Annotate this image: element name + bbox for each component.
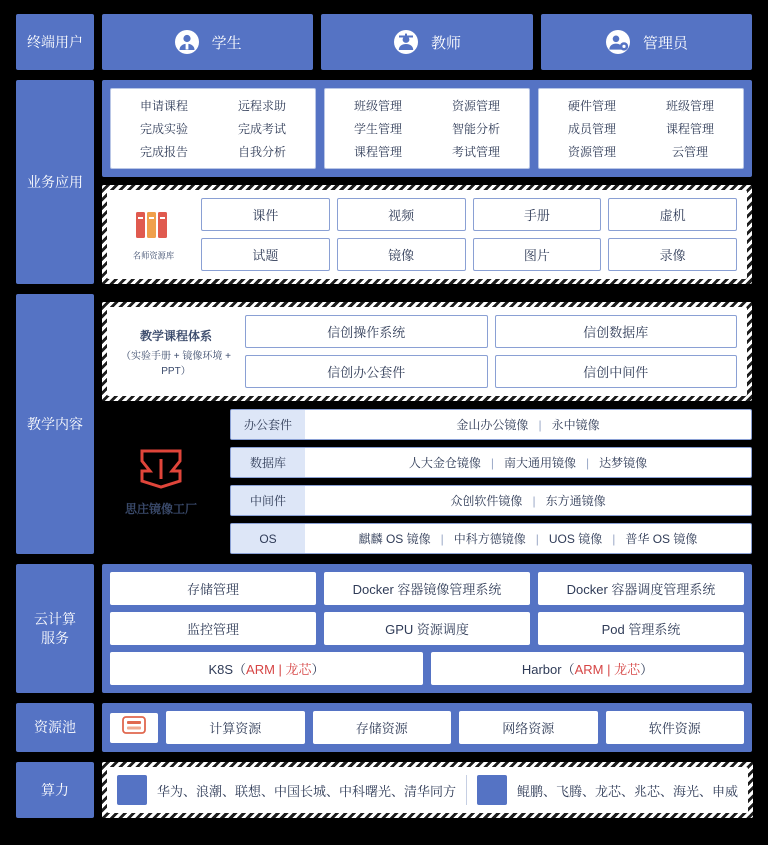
band-label-resource-pool: 资源池 (16, 703, 94, 752)
resource-pool-item[interactable]: 存储资源 (313, 711, 452, 744)
biz-item[interactable]: 云管理 (671, 145, 708, 159)
resource-pool-row (102, 703, 752, 752)
business-app-card-student (110, 88, 316, 169)
courseware-subtitle: （实验手册 + 镜像环境 + PPT） (120, 350, 231, 377)
biz-item[interactable]: 申请课程 (139, 99, 188, 113)
factory-value[interactable]: 普华 OS 镜像 (625, 532, 698, 546)
value-separator: | (532, 493, 536, 508)
biz-item[interactable]: 班级管理 (665, 99, 714, 113)
factory-row-key: OS (231, 524, 305, 553)
biz-item[interactable]: 课程管理 (665, 122, 714, 136)
biz-item[interactable]: 完成实验 (139, 122, 188, 136)
factory-row (230, 523, 752, 554)
cloud-cell-harbor[interactable] (431, 652, 744, 685)
biz-item[interactable]: 班级管理 (353, 99, 402, 113)
cloud-cell[interactable]: 存储管理 (110, 572, 316, 605)
resource-chip[interactable]: 手册 (473, 198, 602, 231)
cloud-services-grid (102, 564, 752, 693)
band-label-teaching-content: 教学内容 (16, 294, 94, 554)
band-resource-pool (16, 703, 752, 752)
courseware-chip[interactable]: 信创中间件 (495, 355, 738, 388)
resource-chip[interactable]: 图片 (473, 238, 602, 271)
resource-library-chips (201, 198, 737, 271)
divider (466, 775, 467, 805)
factory-row-values (305, 486, 751, 515)
band-compute-power (16, 762, 752, 818)
factory-row (230, 409, 752, 440)
biz-item[interactable]: 考试管理 (451, 145, 500, 159)
resource-chip[interactable]: 课件 (201, 198, 330, 231)
factory-value[interactable]: 达梦镜像 (599, 456, 648, 470)
value-separator: | (440, 531, 444, 546)
factory-row-values (305, 448, 751, 477)
band-label-cloud-services (16, 564, 94, 693)
courseware-title: 教学课程体系 (139, 328, 212, 343)
chip-icon (117, 775, 147, 805)
business-app-card-admin (538, 88, 744, 169)
band-label-end-users: 终端用户 (16, 14, 94, 70)
cloud-cell[interactable]: 监控管理 (110, 612, 316, 645)
band-label-cloud-line1: 云计算 (34, 611, 76, 628)
resource-chip[interactable]: 虚机 (608, 198, 737, 231)
factory-value[interactable]: 众创软件镜像 (450, 494, 523, 508)
cloud-row-platform (110, 652, 744, 685)
courseware-chip[interactable]: 信创办公套件 (245, 355, 488, 388)
cloud-cell[interactable]: GPU 资源调度 (324, 612, 530, 645)
biz-item[interactable]: 完成考试 (237, 122, 286, 136)
resource-chip[interactable]: 镜像 (337, 238, 466, 271)
cloud-cell[interactable]: Docker 容器调度管理系统 (538, 572, 744, 605)
business-app-card-teacher (324, 88, 530, 169)
resource-pool-item[interactable]: 计算资源 (166, 711, 305, 744)
factory-value[interactable]: 中科方德镜像 (453, 532, 526, 546)
biz-item[interactable]: 硬件管理 (567, 99, 616, 113)
factory-row-values (305, 410, 751, 439)
compute-power-strip (102, 762, 753, 818)
user-card-teacher[interactable] (321, 14, 532, 70)
chip-icon (477, 775, 507, 805)
factory-value[interactable]: 南大通用镜像 (503, 456, 576, 470)
resource-chip[interactable]: 试题 (201, 238, 330, 271)
compute-vendors-cpu: 鲲鹏、飞腾、龙芯、兆芯、海光、申威 (517, 783, 739, 799)
courseware-chip[interactable]: 信创操作系统 (245, 315, 488, 348)
factory-value[interactable]: 东方通镜像 (545, 494, 606, 508)
books-icon (132, 208, 176, 247)
user-card-student-label: 学生 (211, 34, 242, 52)
band-label-compute-power: 算力 (16, 762, 94, 818)
biz-item[interactable]: 智能分析 (451, 122, 500, 136)
harbor-accent: ARM | 龙芯 (574, 662, 641, 677)
resource-chip[interactable]: 录像 (608, 238, 737, 271)
courseware-strip (102, 302, 752, 401)
resource-pool-item[interactable]: 网络资源 (459, 711, 598, 744)
factory-row (230, 447, 752, 478)
biz-item[interactable]: 完成报告 (139, 145, 188, 159)
cloud-row (110, 572, 744, 605)
user-card-admin-label: 管理员 (642, 34, 688, 52)
value-separator: | (586, 455, 590, 470)
compute-vendors-domestic: 华为、浪潮、联想、中国长城、中科曙光、清华同方 (157, 783, 457, 799)
factory-value[interactable]: 金山办公镜像 (456, 418, 529, 432)
user-card-admin[interactable] (541, 14, 752, 70)
resource-chip[interactable]: 视频 (337, 198, 466, 231)
band-cloud-services (16, 564, 752, 693)
image-factory (102, 409, 752, 554)
biz-item[interactable]: 课程管理 (353, 145, 402, 159)
band-label-cloud-line2: 服务 (41, 629, 69, 646)
biz-item[interactable]: 资源管理 (451, 99, 500, 113)
cloud-row (110, 612, 744, 645)
k8s-prefix: K8S（ (208, 662, 247, 677)
resource-library-strip (102, 185, 752, 284)
harbor-prefix: Harbor（ (521, 662, 575, 677)
factory-row-values (305, 524, 751, 553)
band-end-users (16, 14, 752, 70)
user-card-teacher-label: 教师 (430, 34, 461, 52)
business-app-cards (102, 80, 752, 177)
resource-library-label: 名师资源库 (133, 250, 175, 261)
k8s-suffix: ） (311, 662, 325, 677)
courseware-label-box (117, 327, 235, 377)
factory-value[interactable]: 永中镜像 (551, 418, 600, 432)
biz-item[interactable]: 远程求助 (237, 99, 286, 113)
cloud-cell[interactable]: Pod 管理系统 (538, 612, 744, 645)
biz-item[interactable]: 自我分析 (237, 145, 286, 159)
courseware-chips (245, 315, 737, 388)
factory-row (230, 485, 752, 516)
teacher-icon (393, 29, 419, 55)
resource-pool-icon-cell (110, 713, 158, 743)
biz-item[interactable]: 资源管理 (567, 145, 616, 159)
factory-value[interactable]: 人大金仓镜像 (408, 456, 481, 470)
courseware-chip[interactable]: 信创数据库 (495, 315, 738, 348)
factory-value[interactable]: 麒麟 OS 镜像 (358, 532, 431, 546)
factory-row-key: 数据库 (231, 448, 305, 477)
server-icon (121, 714, 147, 741)
harbor-suffix: ） (640, 662, 654, 677)
factory-row-key: 办公套件 (231, 410, 305, 439)
image-factory-rows (230, 409, 752, 554)
biz-item[interactable]: 成员管理 (567, 122, 616, 136)
band-teaching-content (16, 294, 752, 554)
factory-logo-icon (136, 447, 186, 496)
resource-library-icon-box (117, 208, 191, 262)
image-factory-label: 思庄镜像工厂 (124, 501, 197, 516)
admin-icon (605, 29, 631, 55)
cloud-cell-k8s[interactable] (110, 652, 423, 685)
cloud-cell[interactable]: Docker 容器镜像管理系统 (324, 572, 530, 605)
factory-row-key: 中间件 (231, 486, 305, 515)
biz-item[interactable]: 学生管理 (353, 122, 402, 136)
resource-pool-item[interactable]: 软件资源 (606, 711, 745, 744)
value-separator: | (538, 417, 542, 432)
student-icon (174, 29, 200, 55)
value-separator: | (612, 531, 616, 546)
value-separator: | (490, 455, 494, 470)
value-separator: | (535, 531, 539, 546)
image-factory-brand (102, 409, 220, 554)
k8s-accent: ARM | 龙芯 (246, 662, 312, 677)
band-label-business-apps: 业务应用 (16, 80, 94, 284)
user-card-student[interactable] (102, 14, 313, 70)
band-business-apps (16, 80, 752, 284)
factory-value[interactable]: UOS 镜像 (548, 532, 603, 546)
